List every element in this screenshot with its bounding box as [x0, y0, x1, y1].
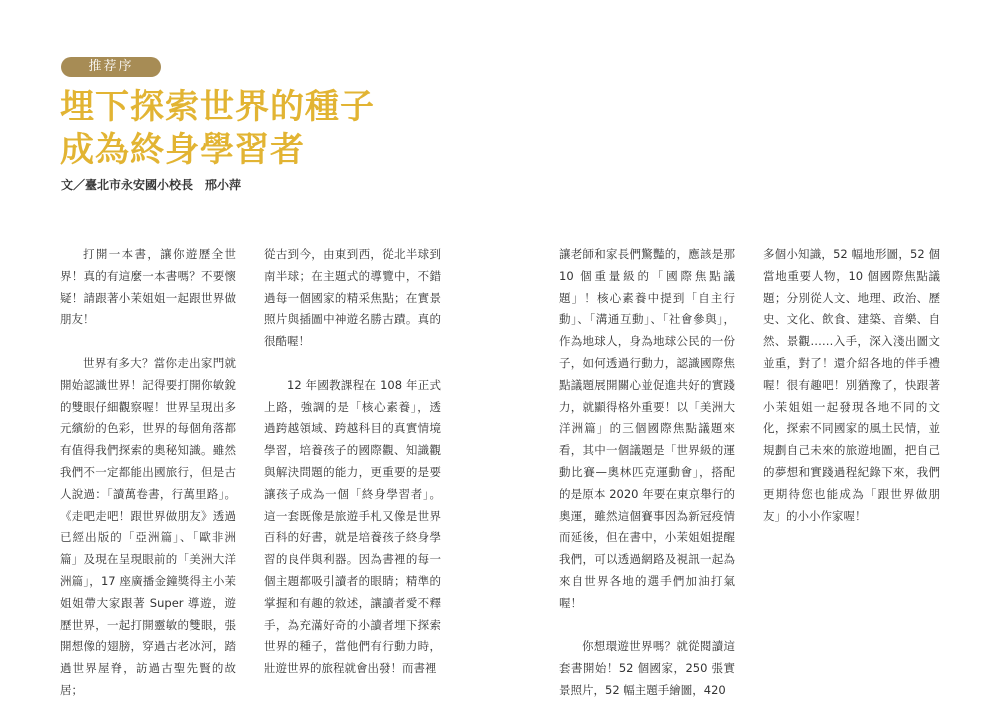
paragraph: 12 年國教課程在 108 年正式上路，強調的是「核心素養」，透過跨越領域、跨越科目的真實情境學習，培養孩子的國際觀、知識觀與解決問題的能力，更重要的是要讓孩子成為一個「終身學習者」。這一套既像是旅遊手札又像是世界百科的好書，就是培養孩子終身學習的良伴與利器。因為書裡的每一個主題都吸引讀者的眼睛；精準的掌握和有趣的敘述，讓讀者愛不釋手，為充滿好奇的小讀者埋下探索世界的種子，當他們有行動力時，壯遊世界的旅程就會出發！而書裡	[264, 377, 441, 676]
text-column-4	[763, 244, 940, 527]
article-title	[60, 86, 375, 172]
text-column-2	[264, 244, 441, 680]
paragraph: 多個小知識，52 幅地形圖，52 個當地重要人物，10 個國際焦點議題；分別從人文、地理、政治、歷史、文化、飲食、建築、音樂、自然、景觀……入手，深入淺出圖文並重，對了！還介紹各地的伴手禮喔！很有趣吧！別猶豫了，快跟著小茉姐姐一起發現各地不同的文化，探索不同國家的風土民情，並規劃自己未來的旅遊地圖，把自己的夢想和實踐過程紀錄下來，我們更期待您也能成為「跟世界做朋友」的小小作家喔！	[763, 247, 940, 523]
paragraph: 你想環遊世界嗎？就從閱讀這套書開始！52 個國家，250 張實景照片，52 幅主題手繪圖，420	[559, 639, 735, 697]
paragraph: 打開一本書，讓你遊歷全世界！真的有這麼一本書嗎？不要懷疑！請跟著小茉姐姐一起跟世界做朋友！	[60, 247, 236, 327]
paragraph: 讓老師和家長們驚豔的，應該是那 10 個重量級的「國際焦點議題」！核心素養中提到「自主行動」、「溝通互動」、「社會參與」，作為地球人，身為地球公民的一份子，如何透過行動力，認識國際焦點議題展開關心並促進共好的實踐力，就顯得格外重要！以「美洲大洋洲篇」的三個國際焦點議題來看，其中一個議題是「世界級的運動比賽—奧林匹克運動會」，搭配的是原本 2020 年要在東京舉行的奧運，雖然這個賽事因為新冠疫情而延後，但在書中，小茉姐姐提醒我們，可以透過網路及視訊一起為來自世界各地的選手們加油打氣喔！	[559, 247, 735, 610]
text-column-1	[60, 244, 236, 702]
author-byline: 文／臺北市永安國小校長 邢小萍	[61, 178, 242, 192]
paragraph: 世界有多大？當你走出家門就開始認識世界！記得要打開你敏銳的雙眼仔細觀察喔！世界呈現出多元繽紛的色彩，世界的每個角落都有值得我們探索的奧秘知識。雖然我們不一定都能出國旅行，但是古人說過：「讀萬卷書，行萬里路」。《走吧走吧！跟世界做朋友》透過已經出版的「亞洲篇」、「歐非洲篇」及現在呈現眼前的「美洲大洋洲篇」，17 座廣播金鐘獎得主小茉姐姐帶大家跟著 Super 導遊，遊歷世界，一起打開靈敏的雙眼，張開想像的翅膀，穿過古老冰河，踏過世界屋脊，訪過古聖先賢的故居；	[60, 355, 236, 697]
section-tag: 推荐序	[61, 57, 161, 77]
title-line-2: 成為終身學習者	[60, 130, 305, 170]
paragraph: 從古到今，由東到西，從北半球到南半球；在主題式的導覽中，不錯過每一個國家的精采焦點；在實景照片與插圖中神遊名勝古蹟。真的很酷喔！	[264, 247, 441, 349]
text-column-3	[559, 244, 735, 702]
title-line-1: 埋下探索世界的種子	[60, 87, 375, 127]
